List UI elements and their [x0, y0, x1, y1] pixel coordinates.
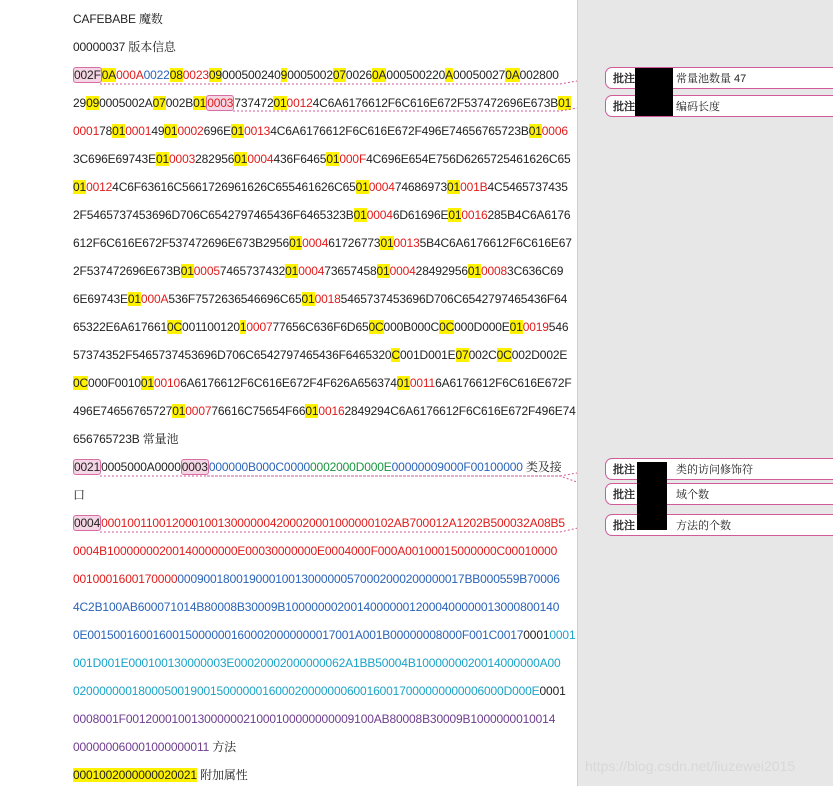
hex-line-methods-8: 0008001F00120001001300000021000100000000009100AB80008B30009B1000000010014 — [73, 712, 556, 726]
redacted-avatar — [635, 68, 673, 116]
methods-label: 方法 — [212, 740, 237, 754]
comment-text: 域个数 — [676, 489, 709, 501]
anchor-encoding-length[interactable]: 0003 — [207, 96, 234, 110]
comment-tag: 批注 — [613, 101, 635, 113]
hex-line-methods-5: 0E00150016001600150000001600020000000017001A001B00000008000F001C001700010001 — [73, 628, 576, 642]
hex-line-13: 496E7465676572701000776616C75654F660100162849294C6A6176612F6C616E672F496E74 — [73, 404, 576, 418]
magic-line: CAFEBABE 魔数 — [73, 12, 163, 26]
hex-line-1: 002F0A000A002208002309000500240900050020700260A000500220A000500270A002800 — [74, 68, 559, 82]
hex-line-3: 00017801000149010002696E0100134C6A6176612F6C616E672F496E74656765723B010006 — [73, 124, 568, 138]
hex-line-methods-2: 0004B10000000200140000000E00030000000E0004000F000A00100015000000C00010000 — [73, 544, 558, 558]
hex-line-methods-6: 001D001E000100130000003E00020002000000062A1BB50004B1000000020014000000A00 — [73, 656, 561, 670]
comment-text: 方法的个数 — [676, 520, 731, 532]
hex-line-11: 57374352F5465737453696D706C6542797465436F6465320C001D001E07002C0C002D002E — [73, 348, 568, 362]
anchor-field-count[interactable]: 0003 — [181, 460, 208, 474]
comment-tag: 批注 — [613, 73, 635, 85]
anchor-method-count[interactable]: 0004 — [74, 516, 101, 530]
comment-text: 类的访问修饰符 — [676, 464, 753, 476]
anchor-pool-count[interactable]: 002F — [74, 68, 101, 82]
hex-line-class: 00210005000A00000003000000B000C00000002000D000E00000009000F00100000 类及接 — [74, 460, 562, 474]
hex-line-methods-7: 020000000180005001900150000001600020000000600160017000000000006000D000E0001 — [73, 684, 566, 698]
constant-pool-label: 656765723B 常量池 — [73, 432, 179, 446]
hex-line-6: 2F5465737453696D706C6542797465436F6465323B0100046D61696E010016285B4C6A6176 — [73, 208, 571, 222]
version-line: 00000037 版本信息 — [73, 40, 176, 54]
class-label-continued: 口 — [73, 488, 85, 502]
hex-line-10: 65322E6A6176610C0011001201000777656C636F6D650C000B000C0C000D000E010019546 — [73, 320, 569, 334]
hex-line-methods-1: 0004000100110012000100130000004200020001000000102AB700012A1202B500032A08B5 — [74, 516, 565, 530]
hex-line-5: 0100124C6F63616C5661726961626C655461626C650100047468697301001B4C5465737435 — [73, 180, 568, 194]
hex-line-2: 29090005002A07002B0100037374720100124C6A6176612F6C616E672F537472696E673B01 — [73, 96, 572, 110]
comment-tag: 批注 — [613, 464, 635, 476]
attributes-label: 附加属性 — [200, 768, 248, 782]
comment-text: 编码长度 — [676, 101, 720, 113]
hex-line-7: 612F6C616E672F537472696E673B2956010004617267730100135B4C6A6176612F6C616E67 — [73, 236, 572, 250]
redacted-avatar — [637, 462, 667, 530]
hex-line-attributes: 0001002000000020021 附加属性 — [73, 768, 248, 782]
hex-line-12: 0C000F00100100106A6176612F6C616E672F4F626A6563740100116A6176612F6C616E672F — [73, 376, 572, 390]
comment-text: 常量池数量 47 — [676, 73, 747, 85]
comment-tag: 批注 — [613, 489, 635, 501]
watermark: https://blog.csdn.net/liuzewei2015 — [585, 758, 796, 774]
hex-line-9: 6E69743E01000A536F7572636546696C650100185465737453696D706C6542797465436F64 — [73, 292, 568, 306]
comment-tag: 批注 — [613, 520, 635, 532]
hex-line-methods-4: 4C2B100AB600071014B80008B30009B100000002001400000012000400000013000800140 — [73, 600, 560, 614]
hex-line-8: 2F537472696E673B010005746573743201000473657458010004284929560100083C636C69 — [73, 264, 564, 278]
anchor-access-flags[interactable]: 0021 — [74, 460, 101, 474]
hex-line-methods-9: 000000060001000000011 方法 — [73, 740, 237, 754]
class-label: 类及接 — [525, 460, 562, 474]
hex-line-4: 3C696E69743E010003282956010004436F646501000F4C696E654E756D6265725461626C65 — [73, 152, 571, 166]
hex-line-methods-3: 001000160017000000090018001900010013000000570002000200000017BB000559B70006 — [73, 572, 560, 586]
